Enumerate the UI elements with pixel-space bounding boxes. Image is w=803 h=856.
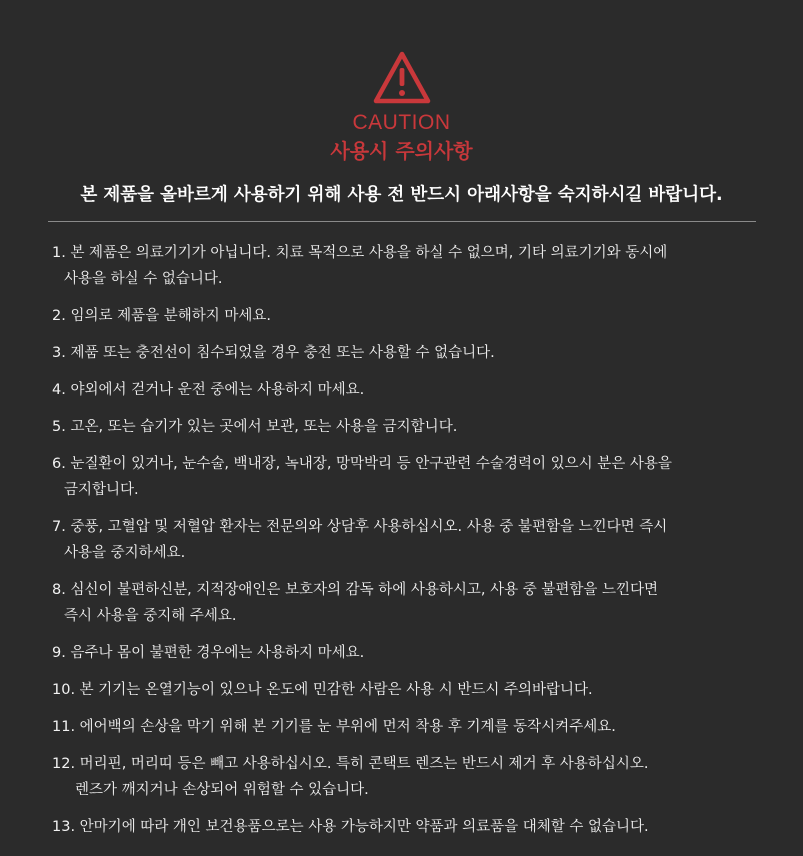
item-text-cont: 사용을 하실 수 없습니다. [64,271,223,287]
list-item [52,451,772,503]
caution-subtitle: 사용시 주의사항 [330,139,473,163]
list-item [52,814,772,840]
item-text-cont: 즉시 사용을 중지해 주세요. [64,608,237,624]
item-text: 10. 본 기기는 온열기능이 있으나 온도에 민감한 사람은 사용 시 반드시 주의바랍니다. [52,682,593,698]
caution-header [0,50,803,164]
item-text: 1. 본 제품은 의료기기가 아닙니다. 치료 목적으로 사용을 하실 수 없으며, 기타 의료기기와 동시에 [52,245,668,261]
item-text: 4. 야외에서 걷거나 운전 중에는 사용하지 마세요. [52,382,365,398]
item-text: 3. 제품 또는 충전선이 침수되었을 경우 충전 또는 사용할 수 없습니다. [52,345,495,361]
item-text-cont: 금지합니다. [64,482,139,498]
item-text: 12. 머리핀, 머리띠 등은 빼고 사용하십시오. 특히 콘택트 렌즈는 반드시 제거 후 사용하십시오. [52,756,649,772]
divider [48,221,756,222]
precaution-list [52,240,772,851]
list-item [52,751,772,803]
warning-triangle-icon [372,50,432,106]
caution-label: CAUTION [352,111,451,134]
item-text-cont: 렌즈가 깨지거나 손상되어 위험할 수 있습니다. [75,782,369,798]
list-item [52,514,772,566]
list-item [52,414,772,440]
item-text: 2. 임의로 제품을 분해하지 마세요. [52,308,271,324]
item-text: 5. 고온, 또는 습기가 있는 곳에서 보관, 또는 사용을 금지합니다. [52,419,458,435]
list-item [52,714,772,740]
list-item [52,640,772,666]
item-text-cont: 사용을 중지하세요. [64,545,186,561]
list-item [52,240,772,292]
item-text: 6. 눈질환이 있거나, 눈수술, 백내장, 녹내장, 망막박리 등 안구관련 수술경력이 있으시 분은 사용을 [52,456,672,472]
item-text: 9. 음주나 몸이 불편한 경우에는 사용하지 마세요. [52,645,365,661]
intro-text: 본 제품을 올바르게 사용하기 위해 사용 전 반드시 아래사항을 숙지하시길 바랍니다. [80,185,723,205]
item-text: 13. 안마기에 따라 개인 보건용품으로는 사용 가능하지만 약품과 의료품을 대체할 수 없습니다. [52,819,649,835]
item-text: 8. 심신이 불편하신분, 지적장애인은 보호자의 감독 하에 사용하시고, 사용 중 불편함을 느낀다면 [52,582,659,598]
item-text: 11. 에어백의 손상을 막기 위해 본 기기를 눈 부위에 먼저 착용 후 기계를 동작시켜주세요. [52,719,616,735]
list-item [52,677,772,703]
list-item [52,340,772,366]
list-item [52,303,772,329]
list-item [52,377,772,403]
list-item [52,577,772,629]
item-text: 7. 중풍, 고혈압 및 저혈압 환자는 전문의와 상담후 사용하십시오. 사용 중 불편함을 느낀다면 즉시 [52,519,668,535]
